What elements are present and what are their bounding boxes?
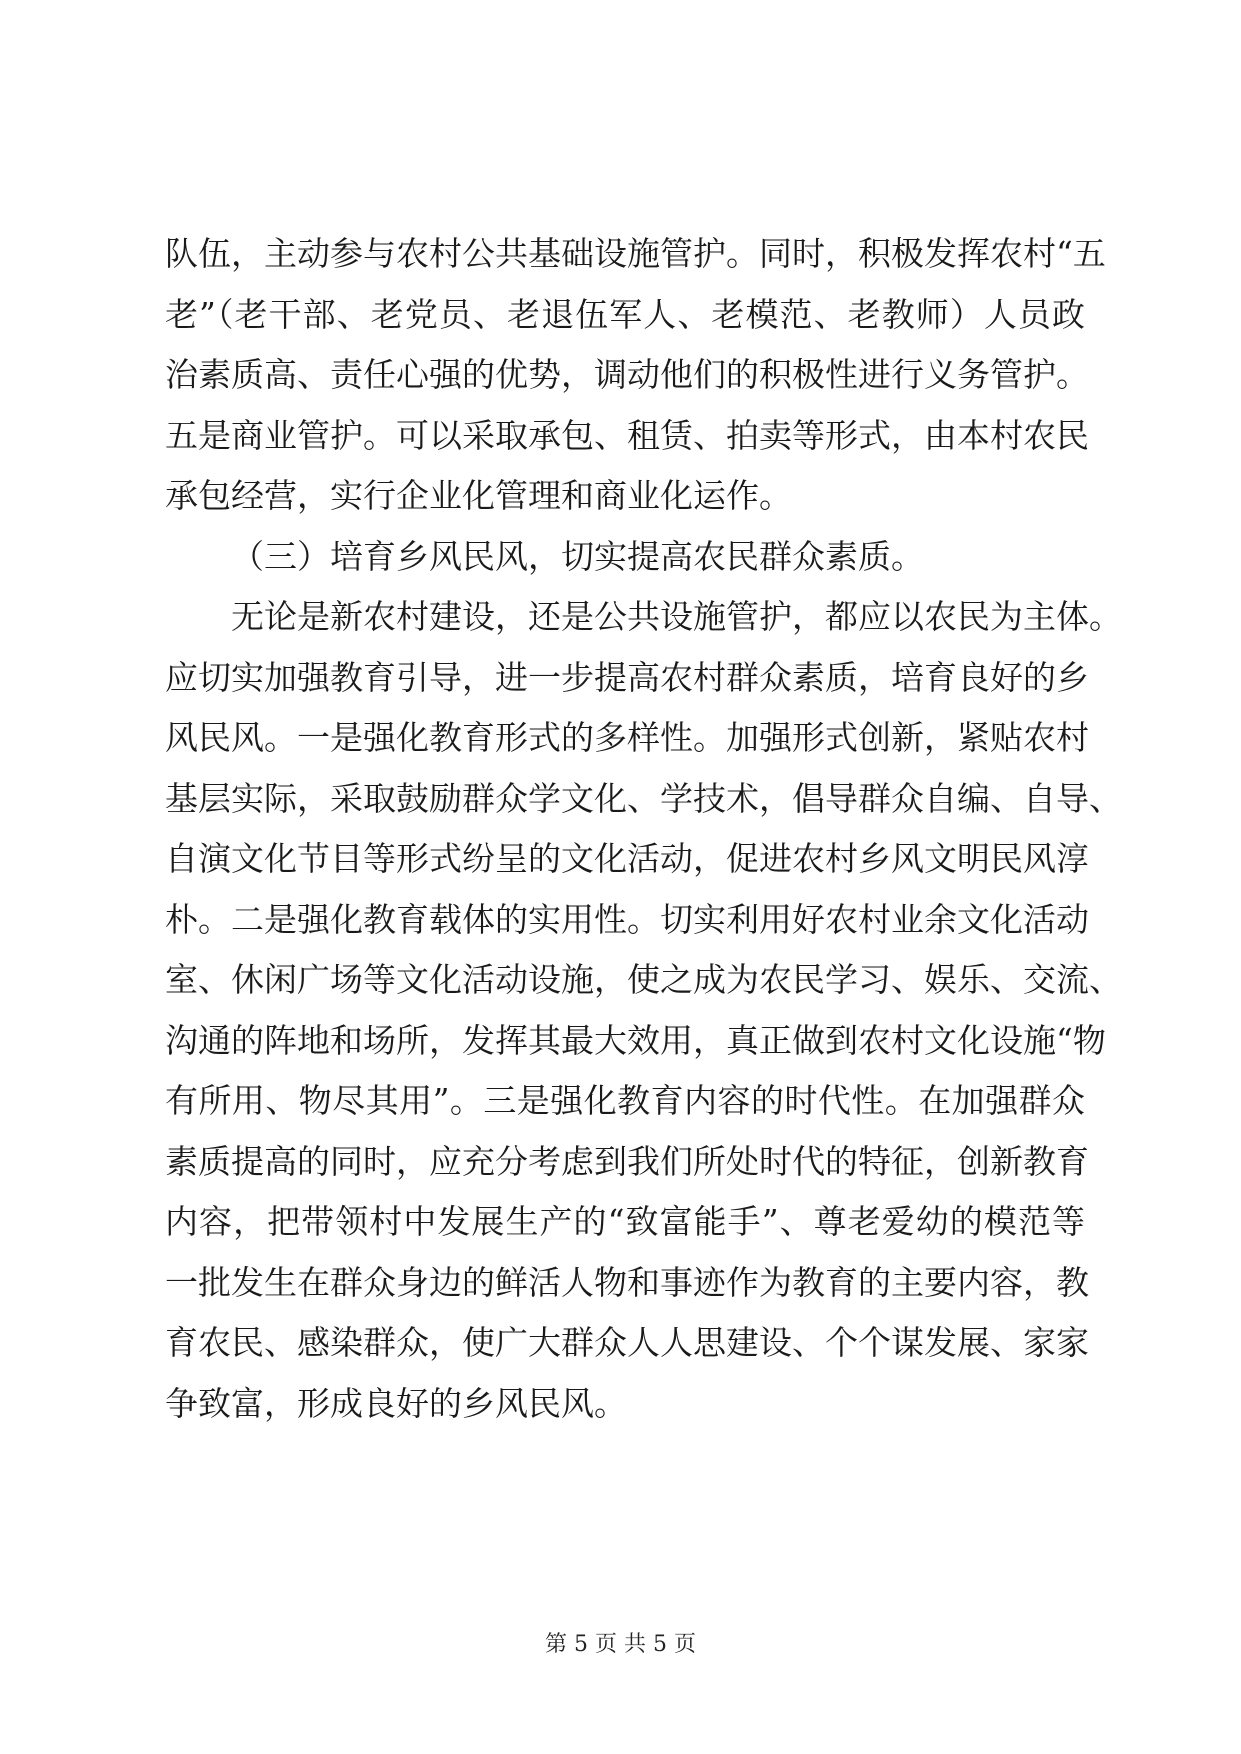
text-line: 队伍，主动参与农村公共基础设施管护。同时，积极发挥农村“五 bbox=[165, 234, 1106, 273]
text-line: 有所用、物尽其用”。三是强化教育内容的时代性。在加强群众 bbox=[165, 1081, 1085, 1120]
text-line: 治素质高、责任心强的优势，调动他们的积极性进行义务管护。 bbox=[165, 355, 1089, 394]
text-line: 老”（老干部、老党员、老退伍军人、老模范、老教师）人员政 bbox=[165, 294, 1085, 334]
text-line: 五是商业管护。可以采取承包、租赁、拍卖等形式，由本村农民 bbox=[165, 415, 1089, 455]
text-line: 朴。二是强化教育载体的实用性。切实利用好农村业余文化活动 bbox=[165, 899, 1089, 939]
text-line: 素质提高的同时，应充分考虑到我们所处时代的特征，创新教育 bbox=[165, 1141, 1089, 1181]
text-line: 一批发生在群众身边的鲜活人物和事迹作为教育的主要内容，教 bbox=[165, 1262, 1089, 1302]
page-number-footer: 第 5 页 共 5 页 bbox=[545, 1632, 696, 1657]
document-body bbox=[165, 224, 1122, 1434]
text-line: 基层实际，采取鼓励群众学文化、学技术，倡导群众自编、自导、 bbox=[165, 778, 1122, 818]
text-line: 承包经营，实行企业化管理和商业化运作。 bbox=[165, 476, 792, 515]
text-line: 沟通的阵地和场所，发挥其最大效用，真正做到农村文化设施“物 bbox=[165, 1020, 1106, 1060]
text-line: 育农民、感染群众，使广大群众人人思建设、个个谋发展、家家 bbox=[165, 1323, 1089, 1362]
text-line: 风民风。一是强化教育形式的多样性。加强形式创新，紧贴农村 bbox=[165, 718, 1089, 757]
text-line: 室、休闲广场等文化活动设施，使之成为农民学习、娱乐、交流、 bbox=[165, 960, 1122, 999]
paragraph-first-line: 无论是新农村建设，还是公共设施管护，都应以农民为主体。 bbox=[231, 597, 1122, 636]
text-line: 争致富，形成良好的乡风民风。 bbox=[165, 1383, 627, 1423]
text-line: 自演文化节目等形式纷呈的文化活动，促进农村乡风文明民风淳 bbox=[165, 839, 1089, 878]
text-line: 应切实加强教育引导，进一步提高农村群众素质，培育良好的乡 bbox=[165, 657, 1089, 697]
text-line: 内容，把带领村中发展生产的“致富能手”、尊老爱幼的模范等 bbox=[165, 1202, 1085, 1241]
section-heading: （三）培育乡风民风，切实提高农民群众素质。 bbox=[231, 536, 924, 576]
